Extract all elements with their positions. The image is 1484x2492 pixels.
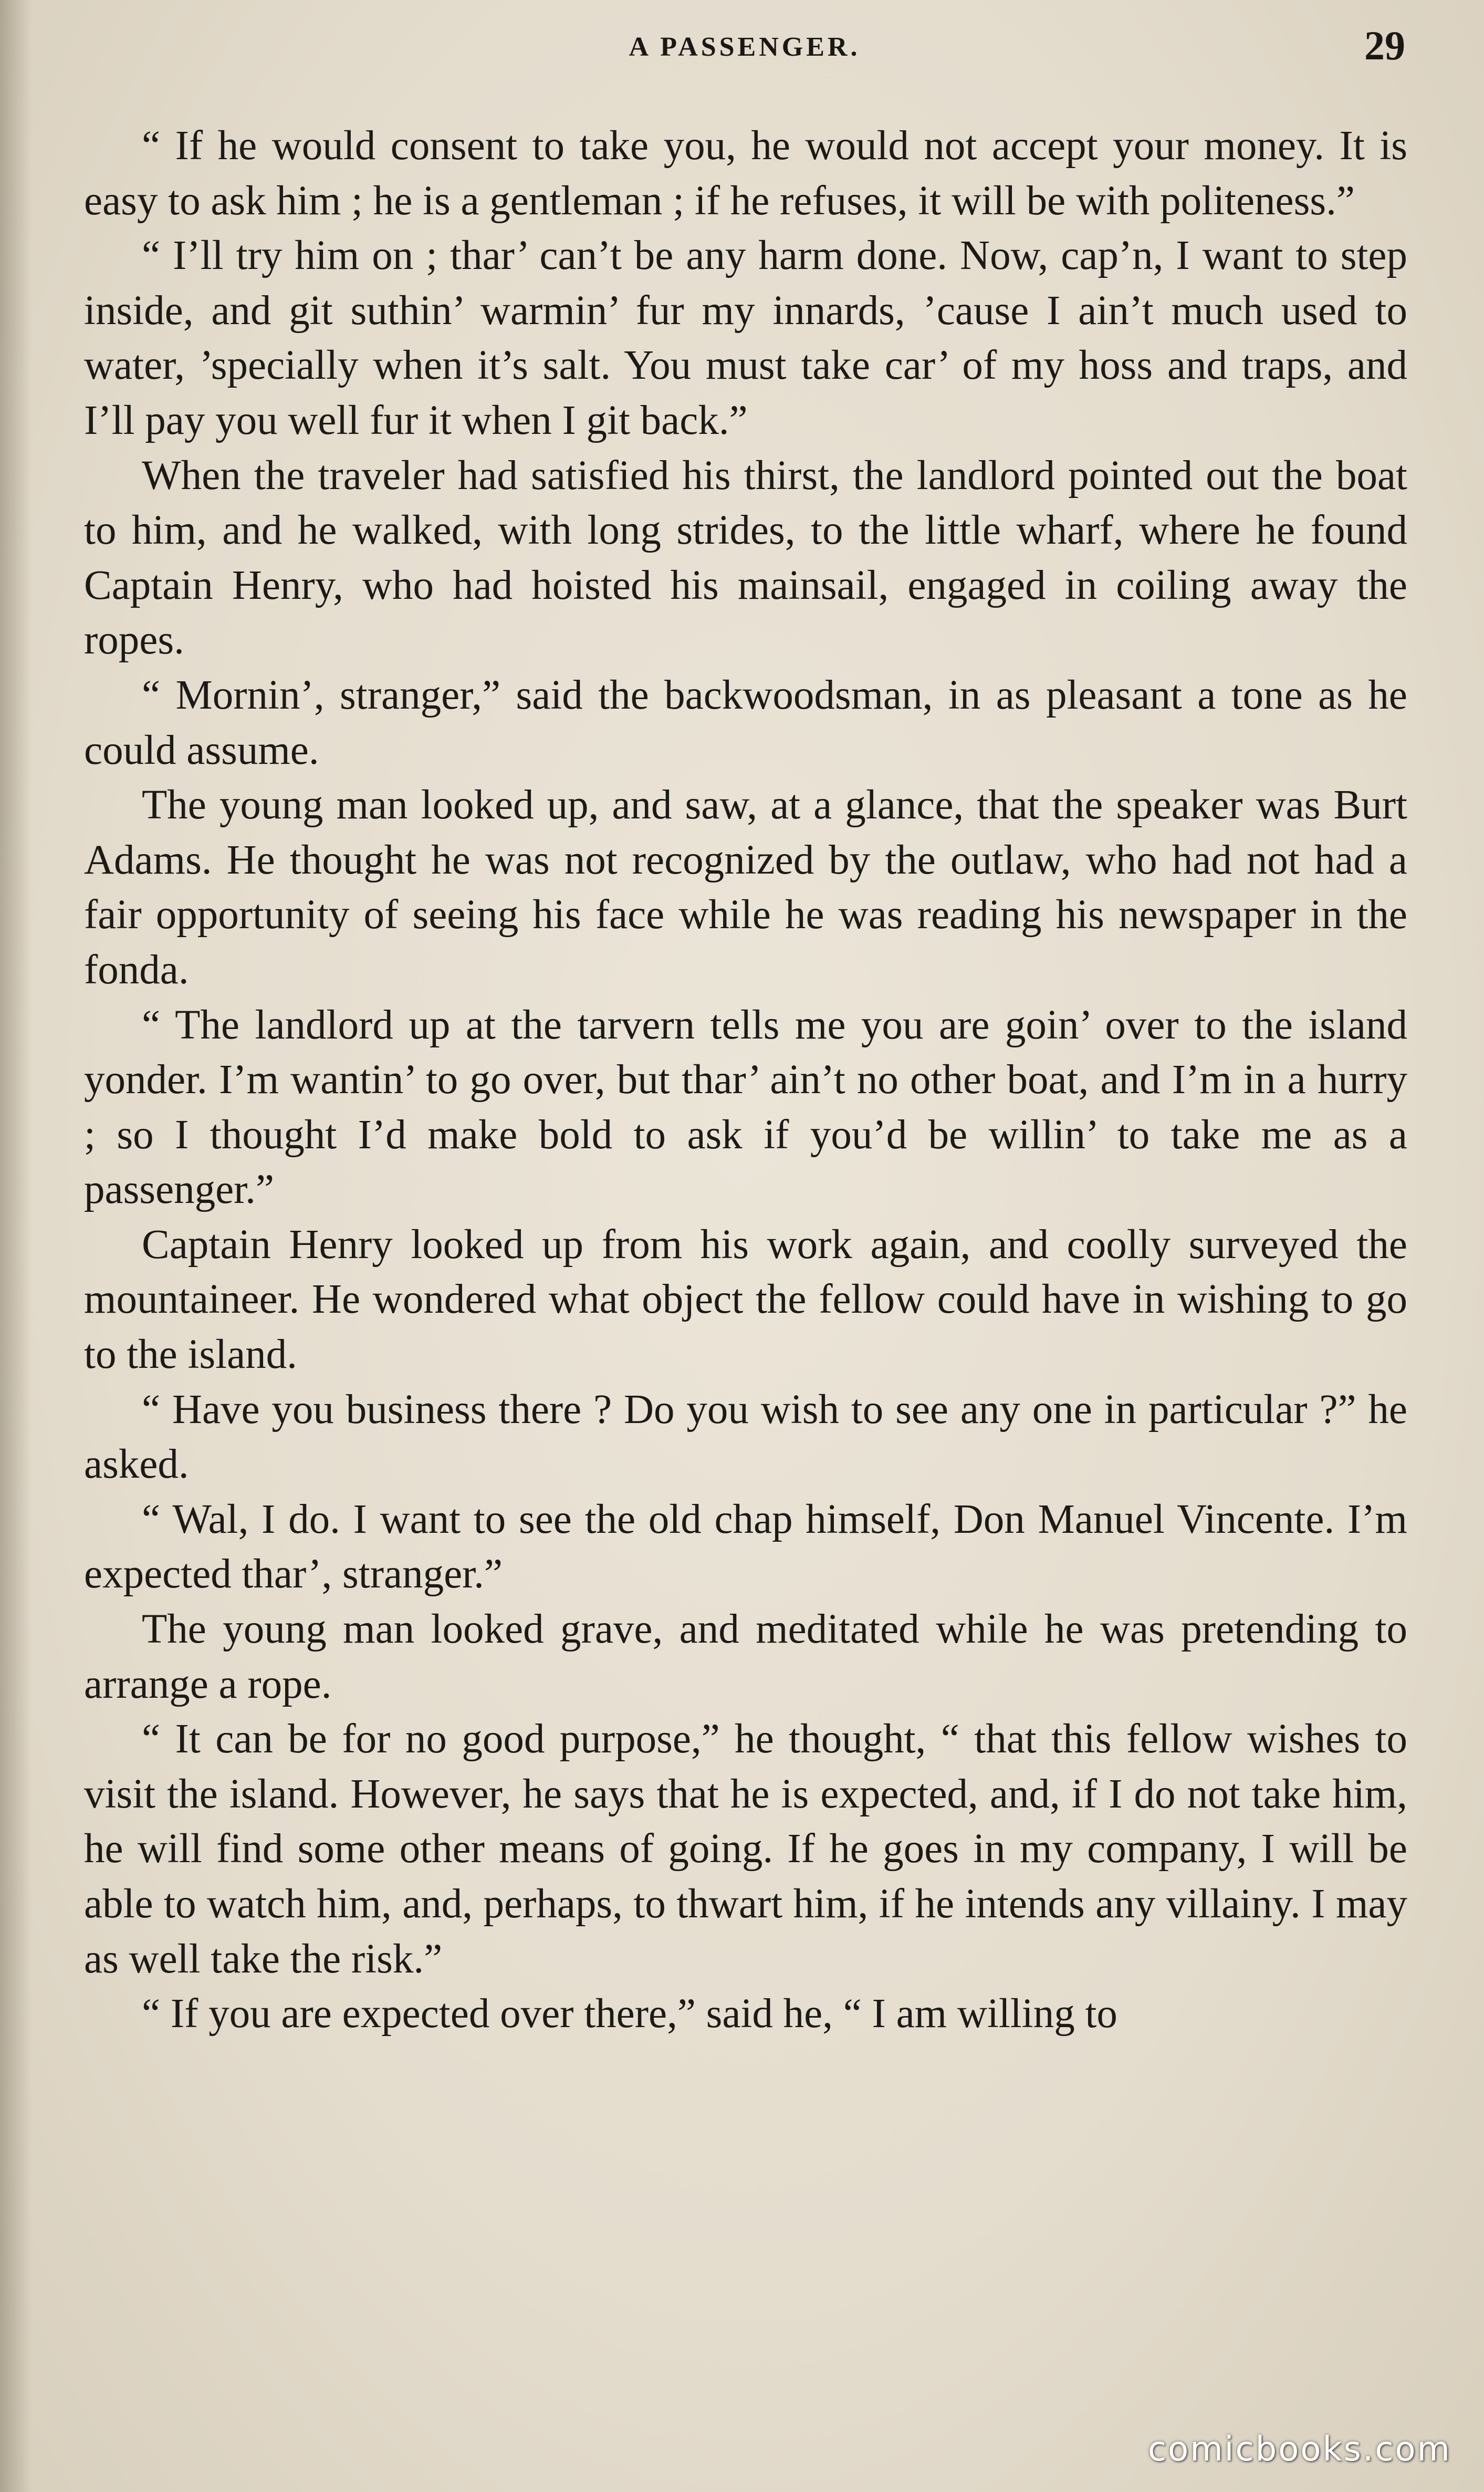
body-text xyxy=(84,119,1407,2042)
paragraph: “ If he would consent to take you, he would not accept your money. It is easy to ask him ; he is a gentleman ; if he refuses, it will be with politeness.” xyxy=(84,123,1407,224)
paragraph: “ The landlord up at the tarvern tells me you are goin’ over to the island yonder. I’m wantin’ to go over, but thar’ ain’t no other boat, and I’m in a hurry ; so I thought I’d make bold to ask if you’d be willin’ to take me as a passenger.” xyxy=(84,1002,1407,1213)
paragraph: Captain Henry looked up from his work again, and coolly surveyed the mountaineer. He wondered what object the fellow could have in wishing to go to the island. xyxy=(84,1221,1407,1378)
paragraph: “ I’ll try him on ; thar’ can’t be any harm done. Now, cap’n, I want to step inside, and git suthin’ warmin’ fur my innards, ’cause I ain’t much used to water, ’specially when it’s salt. You must take car’ of my hoss and traps, and I’ll pay you well fur it when I git back.” xyxy=(84,233,1407,443)
page-number: 29 xyxy=(1364,23,1405,68)
paragraph: “ It can be for no good purpose,” he thought, “ that this fellow wishes to visit the island. However, he says that he is expected, and, if I do not take him, he will find some other means of going. If he goes in my company, I will be able to watch him, and, perhaps, to thwart him, if he intends any villainy. I may as well take the risk.” xyxy=(84,1716,1407,1982)
paragraph: When the traveler had satisfied his thirst, the landlord pointed out the boat to him, and he walked, with long strides, to the little wharf, where he found Captain Henry, who had hoisted his mainsail, engaged in coiling away the ropes. xyxy=(84,452,1407,663)
running-head: A PASSENGER. xyxy=(629,32,861,62)
page-header xyxy=(84,21,1405,89)
paragraph: “ Wal, I do. I want to see the old chap himself, Don Manuel Vincente. I’m expected thar’, stranger.” xyxy=(84,1496,1407,1597)
paragraph: “ Have you business there ? Do you wish to see any one in particular ?” he asked. xyxy=(84,1386,1407,1488)
paragraph: The young man looked grave, and meditated while he was pretending to arrange a rope. xyxy=(84,1606,1407,1707)
page-edge-shadow xyxy=(0,0,32,2492)
paragraph: “ Mornin’, stranger,” said the backwoodsman, in as pleasant a tone as he could assume. xyxy=(84,672,1407,773)
paragraph: “ If you are expected over there,” said he, “ I am willing to xyxy=(142,1991,1117,2037)
paragraph: The young man looked up, and saw, at a glance, that the speaker was Burt Adams. He thought he was not recognized by the outlaw, who had not had a fair opportunity of seeing his face while he was reading his newspaper in the fonda. xyxy=(84,782,1407,993)
watermark: comicbooks.com xyxy=(1147,2430,1451,2469)
